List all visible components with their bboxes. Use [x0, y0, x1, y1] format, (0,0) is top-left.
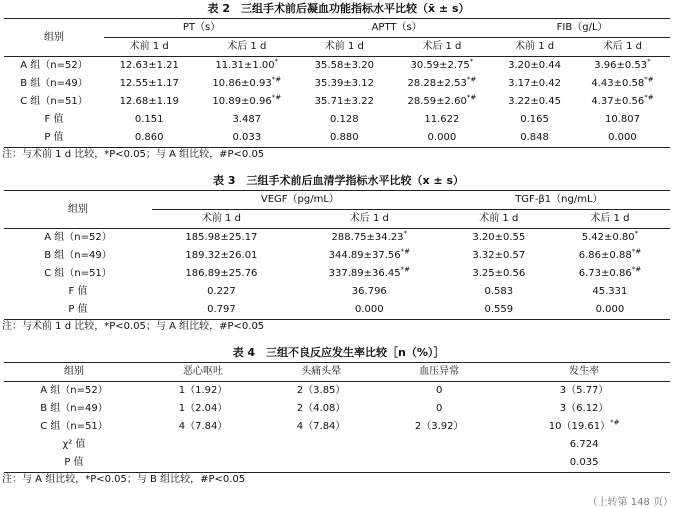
- table-row: [4, 382, 670, 401]
- cell: 0.860: [104, 129, 194, 148]
- t4-head: 恶心呕吐: [144, 363, 262, 382]
- row-label: A 组（n=52）: [40, 385, 108, 396]
- t2-sub: 术前 1 d: [104, 38, 194, 57]
- cell: 3.487: [232, 114, 262, 125]
- cell: 344.89±37.56*#: [328, 247, 410, 261]
- significance-marker: *: [274, 57, 279, 66]
- t2-sub: 术后 1 d: [194, 38, 299, 57]
- cell: 6.73±0.86*#: [578, 265, 642, 279]
- row-label: A 组（n=52）: [44, 232, 112, 243]
- significance-marker: *#: [644, 75, 654, 84]
- table4: [4, 362, 670, 473]
- t2-sub: 术前 1 d: [494, 38, 575, 57]
- cell: 0.848: [494, 129, 575, 148]
- t4-head: 头痛头晕: [262, 363, 380, 382]
- t3-head-tgf: TGF-β1（ng/mL）: [448, 191, 670, 210]
- table3: [4, 190, 670, 320]
- cell: 1（2.04）: [178, 403, 228, 414]
- p-label: P 值: [4, 301, 152, 320]
- row-label: B 组（n=49）: [20, 78, 88, 89]
- cell: 0.880: [299, 129, 389, 148]
- significance-marker: *: [469, 57, 474, 66]
- t2-head-fib: FIB（g/L）: [494, 19, 670, 38]
- t3-group-header: 组别: [4, 191, 152, 229]
- significance-marker: *#: [271, 93, 282, 102]
- row-label: B 组（n=49）: [44, 250, 112, 261]
- table2-caption: 表 2 三组手术前后凝血功能指标水平比较（x̄ ± s）: [207, 2, 470, 15]
- significance-marker: *#: [631, 247, 642, 256]
- cell: 337.89±36.45*#: [328, 265, 410, 279]
- page-stamp: （上转第 148 页）: [587, 497, 673, 508]
- table3-note: 注：与术前 1 d 比较，*P<0.05；与 A 组比较，#P<0.05: [2, 321, 265, 332]
- cell: 0.000: [575, 129, 670, 148]
- cell: 0.165: [520, 114, 549, 125]
- cell: 35.58±3.20: [314, 60, 374, 71]
- t3-sub: 术前 1 d: [448, 210, 550, 229]
- cell: 0.227: [207, 286, 236, 297]
- table-row: [4, 265, 670, 283]
- cell: 0.559: [448, 301, 550, 320]
- cell: 0: [436, 403, 443, 414]
- significance-marker: *#: [610, 418, 620, 427]
- cell: 11.31±1.00*: [215, 57, 279, 71]
- cell: 28.59±2.60*#: [407, 93, 477, 107]
- t2-sub: 术后 1 d: [575, 38, 670, 57]
- cell: 0.151: [134, 114, 164, 125]
- cell: 3.22±0.45: [508, 96, 562, 107]
- cell: 3（6.12）: [559, 403, 609, 414]
- table-row: [4, 418, 670, 436]
- row-label: C 组（n=51）: [20, 96, 88, 107]
- table-row: [4, 301, 670, 320]
- cell: 0.000: [550, 301, 670, 320]
- cell: 3.20±0.44: [508, 60, 562, 71]
- t4-head: 血压异常: [380, 363, 498, 382]
- table2: [4, 18, 670, 148]
- cell: 30.59±2.75*: [410, 57, 474, 71]
- cell: 0.000: [390, 129, 495, 148]
- cell: 12.55±1.17: [119, 78, 179, 89]
- cell: 4.37±0.56*#: [591, 93, 654, 107]
- table-row: [4, 229, 670, 248]
- p-label: P 值: [4, 129, 104, 148]
- table-row: [4, 111, 670, 129]
- cell: 185.98±25.17: [185, 232, 258, 243]
- table-row: [4, 454, 670, 473]
- cell: 0.035: [498, 454, 670, 473]
- table4-note: 注：与 A 组比较，*P<0.05；与 B 组比较，#P<0.05: [2, 474, 246, 485]
- cell: 5.42±0.80*: [581, 229, 639, 243]
- table-row: [4, 129, 670, 148]
- cell: 288.75±34.23*: [331, 229, 408, 243]
- cell: 4.43±0.58*#: [591, 75, 654, 89]
- cell: 0.797: [152, 301, 291, 320]
- row-label: C 组（n=51）: [44, 268, 112, 279]
- table4-caption: 表 4 三组不良反应发生率比较［n（%）］: [232, 346, 445, 359]
- cell: 6.86±0.88*#: [578, 247, 642, 261]
- cell: 36.796: [351, 286, 387, 297]
- row-label: C 组（n=51）: [40, 421, 108, 432]
- significance-marker: *: [647, 57, 651, 66]
- significance-marker: *#: [466, 93, 477, 102]
- significance-marker: *#: [400, 247, 410, 256]
- cell: 10.86±0.93*#: [212, 75, 282, 89]
- cell: 0.000: [291, 301, 448, 320]
- t3-sub: 术后 1 d: [291, 210, 448, 229]
- chi-label: χ² 值: [62, 439, 86, 450]
- cell: 45.331: [592, 286, 628, 297]
- cell: 12.63±1.21: [119, 60, 179, 71]
- cell: 10.89±0.96*#: [212, 93, 282, 107]
- significance-marker: *#: [271, 75, 282, 84]
- cell: 11.622: [424, 114, 460, 125]
- cell: 3（5.77）: [559, 385, 609, 396]
- t3-head-vegf: VEGF（pg/mL）: [152, 191, 448, 210]
- cell: 0.128: [329, 114, 359, 125]
- cell: 10（19.61）*#: [548, 418, 620, 432]
- table-row: [4, 93, 670, 111]
- t3-sub: 术前 1 d: [152, 210, 291, 229]
- cell: 189.32±26.01: [185, 250, 258, 261]
- cell: 6.724: [569, 439, 599, 450]
- cell: 12.68±1.19: [119, 96, 179, 107]
- t4-head-group: 组别: [4, 363, 144, 382]
- cell: 28.28±2.53*#: [407, 75, 477, 89]
- cell: 186.89±25.76: [185, 268, 258, 279]
- table-row: [4, 436, 670, 454]
- significance-marker: *#: [400, 265, 410, 274]
- cell: 4（7.84）: [178, 421, 228, 432]
- cell: 3.17±0.42: [508, 78, 562, 89]
- cell: 35.71±3.22: [314, 96, 374, 107]
- table-row: [4, 400, 670, 418]
- table3-caption: 表 3 三组手术前后血清学指标水平比较（x ± s）: [212, 174, 464, 187]
- cell: 0: [436, 385, 443, 396]
- cell: 1（1.92）: [178, 385, 228, 396]
- cell: 0.583: [484, 286, 514, 297]
- row-label: A 组（n=52）: [20, 60, 88, 71]
- cell: 35.39±3.12: [314, 78, 374, 89]
- cell: 2（3.85）: [296, 385, 346, 396]
- significance-marker: *#: [644, 93, 654, 102]
- significance-marker: *: [403, 229, 408, 238]
- significance-marker: *#: [466, 75, 477, 84]
- table-row: [4, 75, 670, 93]
- cell: 0.033: [194, 129, 299, 148]
- cell: 3.20±0.55: [472, 232, 526, 243]
- table2-note: 注：与术前 1 d 比较，*P<0.05；与 A 组比较，#P<0.05: [2, 149, 265, 160]
- t2-head-pt: PT（s）: [104, 19, 299, 38]
- significance-marker: *#: [631, 265, 642, 274]
- cell: 3.32±0.57: [472, 250, 526, 261]
- t2-group-header: 组别: [4, 19, 104, 57]
- cell: 3.25±0.56: [472, 268, 526, 279]
- cell: 2（3.92）: [414, 421, 464, 432]
- row-label: B 组（n=49）: [40, 403, 108, 414]
- cell: 4（7.84）: [296, 421, 346, 432]
- cell: 2（4.08）: [296, 403, 346, 414]
- cell: 10.807: [604, 114, 640, 125]
- t4-head: 发生率: [498, 363, 670, 382]
- f-label: F 值: [68, 286, 88, 297]
- t3-sub: 术后 1 d: [550, 210, 670, 229]
- table-row: [4, 283, 670, 301]
- table-row: [4, 57, 670, 76]
- table-row: [4, 247, 670, 265]
- significance-marker: *: [634, 229, 639, 238]
- t2-sub: 术后 1 d: [390, 38, 495, 57]
- t2-sub: 术前 1 d: [299, 38, 389, 57]
- f-label: F 值: [44, 114, 64, 125]
- t2-head-aptt: APTT（s）: [299, 19, 494, 38]
- p-label: P 值: [4, 454, 144, 473]
- cell: 3.96±0.53*: [594, 57, 651, 71]
